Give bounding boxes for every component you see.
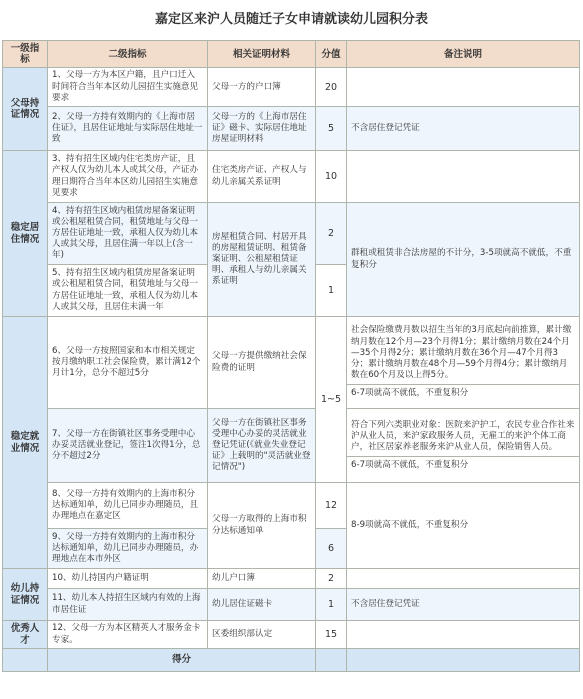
row-note: 不含居住登记凭证 xyxy=(347,107,580,151)
row-desc: 10、幼儿持国内户籍证明 xyxy=(48,569,208,589)
table-row xyxy=(3,621,580,649)
row-score: 10 xyxy=(316,151,347,203)
total-score-cell xyxy=(316,649,347,672)
row-proof: 区委组织部认定 xyxy=(208,621,316,649)
table-row xyxy=(3,68,580,107)
row-note: 8-9项就高不就低，不重复积分 xyxy=(347,483,580,569)
score-table xyxy=(2,40,580,672)
category-stable-housing: 稳定居住情况 xyxy=(3,151,48,317)
row-desc: 12、父母一方为本区精英人才服务金卡专家。 xyxy=(48,621,208,649)
row-score: 12 xyxy=(316,483,347,529)
row-score: 2 xyxy=(316,569,347,589)
table-row xyxy=(3,317,580,409)
row-desc: 4、持有招生区域内租赁房屋备案证明或公租屋租赁合同，租赁地址与父母一方居住证地址一致，承租人仅为幼儿本人或其父母，且居住满一年以上(含一年) xyxy=(48,203,208,265)
row-proof: 房屋租赁合同、村居开具的房屋租赁证明、租赁备案证明、公租屋租赁证明、承租人与幼儿亲属关系证明 xyxy=(208,203,316,317)
row-score: 1~5 xyxy=(316,317,347,483)
row-proof: 父母一方在街镇社区事务受理中心办妥的灵活就业登记凭证(《就业失业登记证》上载明的"灵活就业登记情况") xyxy=(208,409,316,483)
header-level1: 一级指标 xyxy=(3,41,48,68)
header-level2: 二级指标 xyxy=(48,41,208,68)
table-row xyxy=(3,483,580,529)
row-score: 15 xyxy=(316,621,347,649)
category-talent: 优秀人才 xyxy=(3,621,48,649)
insurance-note-extra: 6-7项就高不就低，不重复积分 xyxy=(351,388,469,399)
category-parent-residence: 父母持证情况 xyxy=(3,68,48,151)
page-title: 嘉定区来沪人员随迁子女申请就读幼儿园积分表 xyxy=(154,12,428,27)
table-row xyxy=(3,107,580,151)
row-score: 5 xyxy=(316,107,347,151)
row-desc: 9、父母一方持有效期内的上海市积分达标通知单，幼儿已同步办理随员，办理地点在本市外区 xyxy=(48,529,208,569)
row-note: 不含居住登记凭证 xyxy=(347,589,580,621)
flexible-note-extra: 6-7项就高不就低，不重复积分 xyxy=(351,460,469,471)
table-row xyxy=(3,151,580,203)
total-row xyxy=(3,649,580,672)
table-row xyxy=(3,409,580,483)
header-score: 分值 xyxy=(316,41,347,68)
row-note xyxy=(347,151,580,203)
row-score: 2 xyxy=(316,203,347,265)
flexible-note: 符合下列六类职业对象：医院来沪护工，农民专业合作社来沪从业人员，来沪家政服务人员，无雇工的来沪个体工商户，社区居家养老服务来沪从业人员，保险销售人员。 xyxy=(347,417,579,458)
row-note-insurance xyxy=(347,317,580,409)
row-proof: 住宅类房产证、产权人与幼儿亲属关系证明 xyxy=(208,151,316,203)
row-note xyxy=(347,621,580,649)
row-desc: 5、持有招生区域内租赁房屋备案证明或公租屋租赁合同，租赁地址与父母一方居住证地址一致，承租人仅为幼儿本人或其父母，且居住未满一年 xyxy=(48,265,208,317)
row-note xyxy=(347,569,580,589)
row-desc: 6、父母一方按照国家和本市相关规定按月缴纳职工社会保险费，累计满12个月计1分，总分不超过5分 xyxy=(48,317,208,409)
row-desc: 2、父母一方持有效期内的《上海市居住证》，且居住证地址与实际居住地址一致 xyxy=(48,107,208,151)
table-header-row xyxy=(3,41,580,68)
row-note xyxy=(347,68,580,107)
row-proof: 幼儿居住证磁卡 xyxy=(208,589,316,621)
table-row xyxy=(3,589,580,621)
row-score: 6 xyxy=(316,529,347,569)
insurance-note: 社会保险缴费月数以招生当年的3月底起向前推算，累计缴纳月数在12个月—23个月得1分；累计缴纳月数在24个月—35个月得2分；累计缴纳月数在36个月—47个月得3分；累计缴纳月数在48个月—59个月得4分；累计缴纳月数在60个月及以上得5分。 xyxy=(347,322,579,385)
row-proof: 父母一方的《上海市居住证》磁卡、实际居住地址房屋证明材料 xyxy=(208,107,316,151)
row-proof: 父母一方的户口簿 xyxy=(208,68,316,107)
row-desc: 7、父母一方在街镇社区事务受理中心办妥灵活就业登记，签注1次得1分，总分不超过2分 xyxy=(48,409,208,483)
row-proof: 父母一方提供缴纳社会保险费的证明 xyxy=(208,317,316,409)
category-stable-employment: 稳定就业情况 xyxy=(3,317,48,569)
total-label: 得分 xyxy=(48,649,316,672)
row-note-flexible xyxy=(347,409,580,483)
row-proof: 幼儿户口簿 xyxy=(208,569,316,589)
category-child-permit: 幼儿持证情况 xyxy=(3,569,48,621)
row-desc: 11、幼儿本人持招生区域内有效的上海市居住证 xyxy=(48,589,208,621)
table-row xyxy=(3,569,580,589)
header-note: 备注说明 xyxy=(347,41,580,68)
row-desc: 8、父母一方持有效期内的上海市积分达标通知单，幼儿已同步办理随员，且办理地点在嘉定区 xyxy=(48,483,208,529)
row-note: 群租或租赁非合法房屋的不计分，3-5项就高不就低，不重复积分 xyxy=(347,203,580,317)
header-proof: 相关证明材料 xyxy=(208,41,316,68)
row-desc: 1、父母一方为本区户籍，且户口迁入时间符合当年本区幼儿园招生实施意见要求 xyxy=(48,68,208,107)
row-score: 1 xyxy=(316,589,347,621)
total-blank xyxy=(3,649,48,672)
row-desc: 3、持有招生区域内住宅类房产证，且产权人仅为幼儿本人或其父母，产证办理日期符合当年本区幼儿园招生实施意见要求 xyxy=(48,151,208,203)
row-proof: 父母一方取得的上海市积分达标通知单 xyxy=(208,483,316,569)
row-score: 20 xyxy=(316,68,347,107)
row-score: 1 xyxy=(316,265,347,317)
table-row xyxy=(3,203,580,265)
total-note-cell xyxy=(347,649,580,672)
